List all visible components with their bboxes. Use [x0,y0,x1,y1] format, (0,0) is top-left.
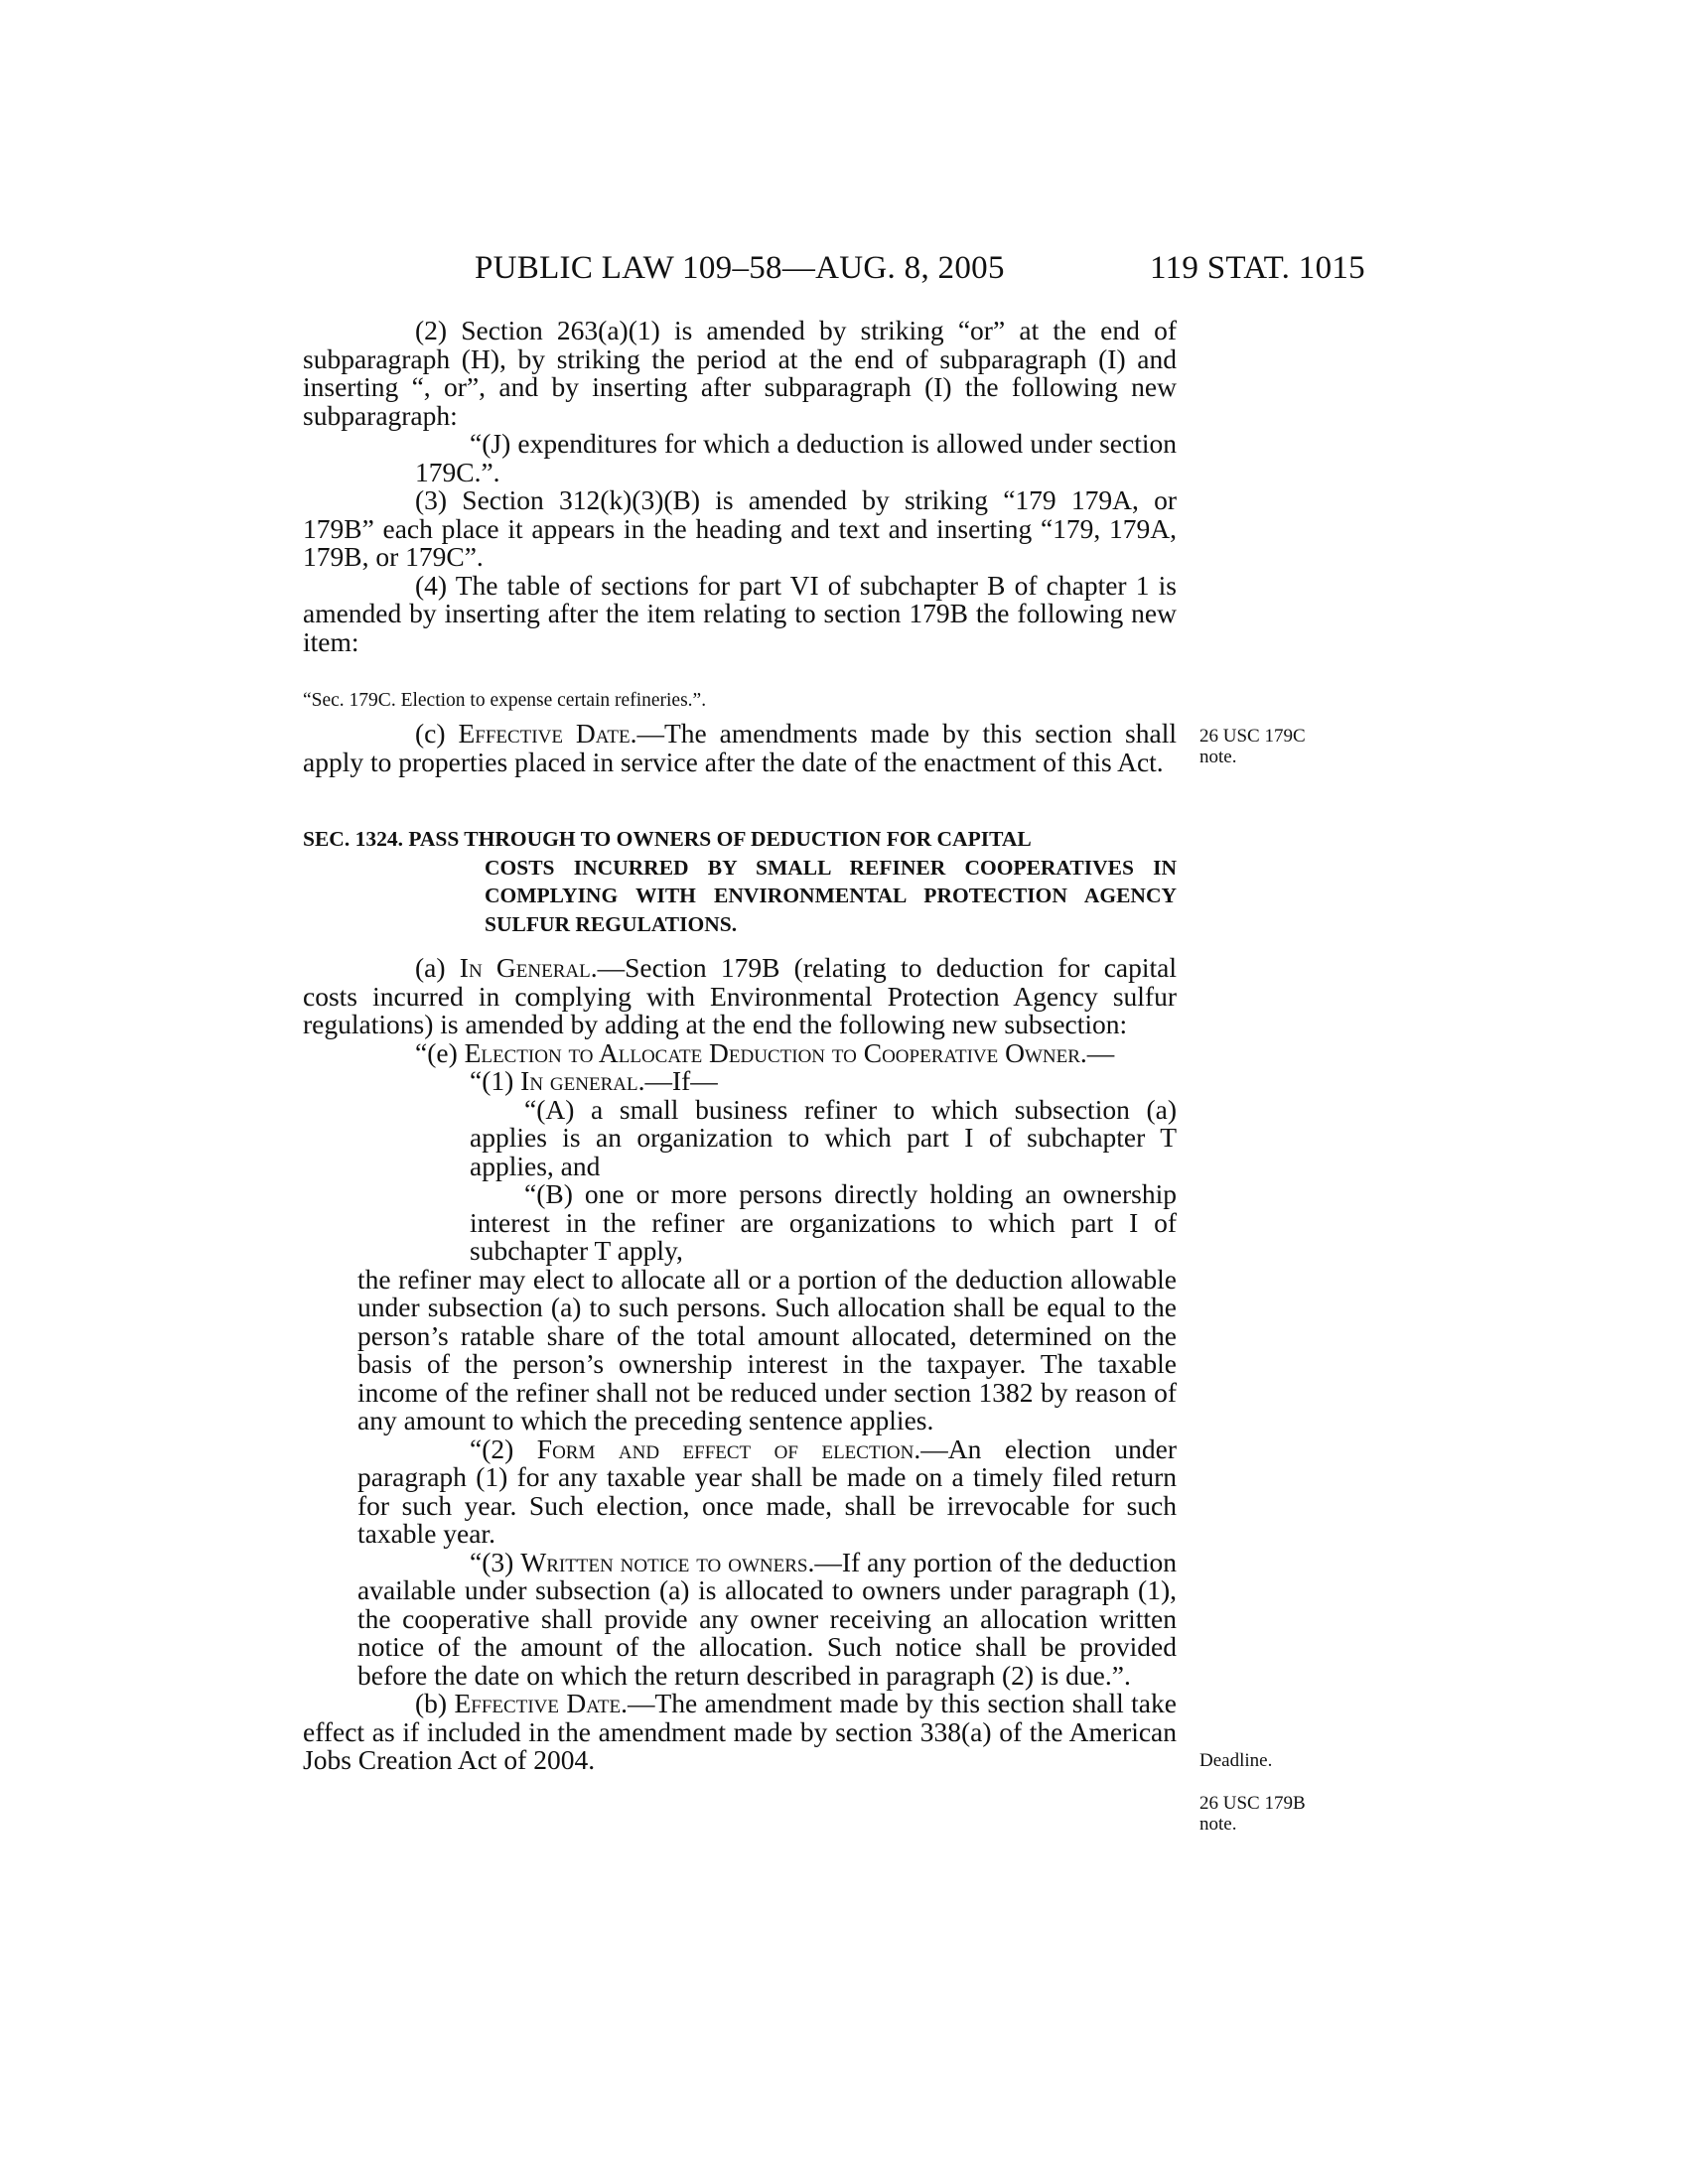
flush-text: the refiner may elect to allocate all or a portion of the deduction allowable under subsection (a) to such persons. Such allocation shall be equal to the person’s ratable share of the total amount allocated, determined on the basis of the person’s ownership interest in the taxpayer. The taxable income of the refiner shall not be reduced under section 1382 by reason of any amount to which the preceding sentence applies. [357,1263,1177,1435]
section-heading-line1: SEC. 1324. PASS THROUGH TO OWNERS OF DEDUCTION FOR CAPITAL [303,827,1032,851]
margin-note-179c-cite: 26 USC 179C [1199,726,1306,747]
clause-a: “(A) a small business refiner to which subsection (a) applies is an organization to which part I of subchapter T applies, and [470,1093,1177,1181]
paragraph-1-label: In general [520,1065,638,1096]
paragraph-2-election: “(2) Form and effect of election.—An election under paragraph (1) for any taxable year shall be made on a timely filed return for such year. Such election, once made, shall be irrevocable for such taxable year. [357,1433,1177,1549]
running-header-title: PUBLIC LAW 109–58—AUG. 8, 2005 [475,250,1005,286]
paragraph-2-label: Form and effect of election [536,1433,914,1464]
section-heading [303,825,1177,938]
margin-note-179b-note: note. [1199,1814,1237,1835]
paragraph-3-notice: “(3) Written notice to owners.—If any portion of the deduction available under subsection (a) is allocated to owners under paragraph (1), the cooperative shall provide any owner receiving an allocation written notice of the amount of the allocation. Such notice shall be provided before the date on which the return described in paragraph (2) is due.”. [357,1546,1177,1691]
paragraph-4: (4) The table of sections for part VI of subchapter B of chapter 1 is amended by inserting after the item relating to section 179B the following new item: [303,569,1177,657]
section-heading-rest: COSTS INCURRED BY SMALL REFINER COOPERATIVES IN COMPLYING WITH ENVIRONMENTAL PROTECTION AGENCY SULFUR REGULATIONS. [485,855,1177,936]
paragraph-3-label: Written notice to owners [520,1546,808,1577]
margin-note-deadline: Deadline. [1199,1750,1273,1771]
margin-note-179c [1199,726,1306,767]
effective-date-c-prefix: (c) [415,718,459,749]
effective-date-b-label: Effective Date [454,1688,622,1718]
amendments-block [303,317,1177,656]
paragraph-3: (3) Section 312(k)(3)(B) is amended by striking “179 179A, or 179B” each place it appears in the heading and text and inserting “179, 179A, 179B, or 179C”. [303,484,1177,572]
subsection-e-heading: “(e) Election to Allocate Deduction to Cooperative Owner.— [415,1036,1115,1068]
section-1324-body [303,954,1177,1775]
margin-note-179c-note: note. [1199,747,1237,767]
subsection-a-label: In General [459,952,591,983]
paragraph-1-heading: “(1) In general.—If— [470,1065,718,1096]
effective-date-c-text: .—The amendments made by this section shall apply to properties placed in service after the date of the enactment of this Act. [303,718,1177,777]
subsection-e-label: Election to Allocate Deduction to Cooperative Owner [464,1036,1080,1068]
table-of-sections-item: “Sec. 179C. Election to expense certain refineries.”. [303,690,707,711]
effective-date-b: (b) Effective Date.—The amendment made by this section shall take effect as if included in the amendment made by section 338(a) of the American Jobs Creation Act of 2004. [303,1688,1177,1775]
margin-note-179b [1199,1793,1306,1835]
margin-note-179b-cite: 26 USC 179B [1199,1793,1306,1814]
subparagraph-j: “(J) expenditures for which a deduction is allowed under section 179C.”. [415,428,1177,487]
running-header-page: 119 STAT. 1015 [1150,250,1365,286]
clause-b: “(B) one or more persons directly holding an ownership interest in the refiner are organizations to which part I of subchapter T apply, [470,1178,1177,1266]
subsection-a: (a) In General.—Section 179B (relating to deduction for capital costs incurred in complying with Environmental Protection Agency sulfur regulations) is amended by adding at the end the following new subsection: [303,952,1177,1039]
effective-date-c-label: Effective Date [458,718,631,749]
paragraph-2: (2) Section 263(a)(1) is amended by striking “or” at the end of subparagraph (H), by striking the period at the end of subparagraph (I) and inserting “, or”, and by inserting after subparagraph (I) the following new subparagraph: [303,315,1177,431]
effective-date-c [303,720,1177,776]
